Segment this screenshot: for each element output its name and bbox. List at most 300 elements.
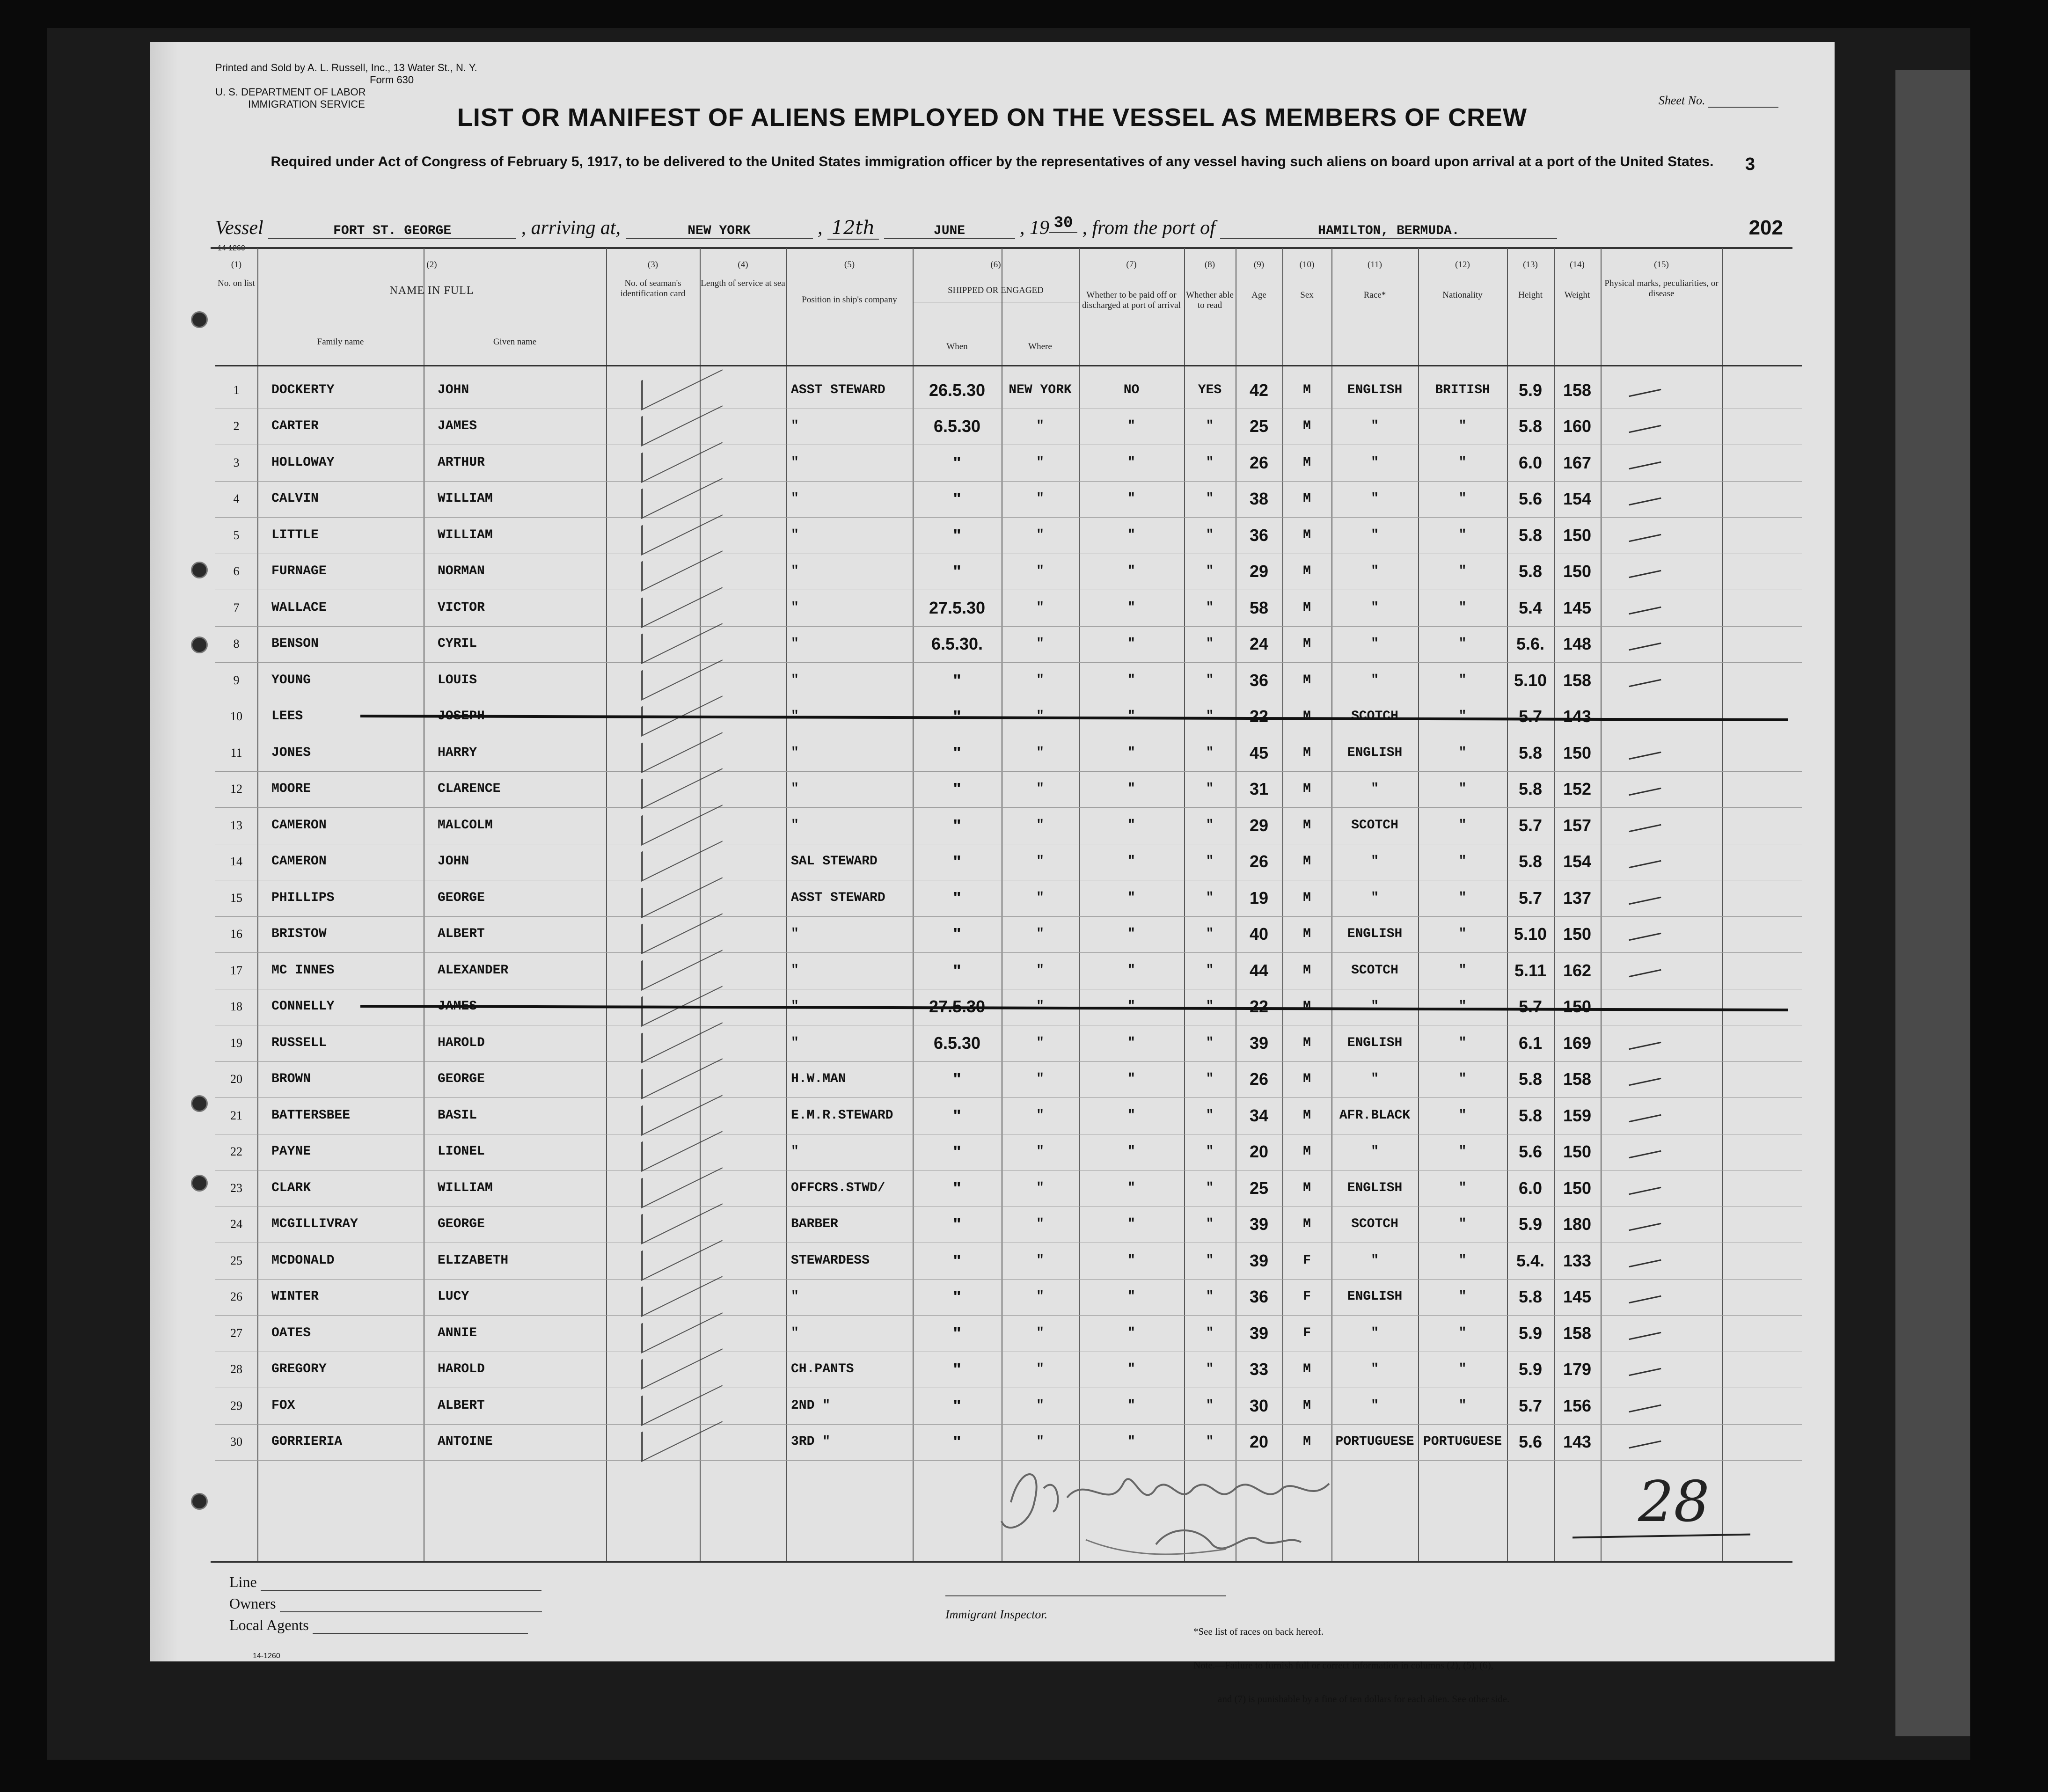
row-no: 24	[230, 1217, 242, 1231]
row-nationality: "	[1458, 1398, 1467, 1413]
marks-tick	[1629, 679, 1661, 687]
crew-row-19	[150, 1025, 1802, 1061]
marks-tick	[1629, 1332, 1661, 1340]
row-age: 40	[1249, 924, 1269, 944]
row-race: "	[1371, 1398, 1379, 1413]
marks-tick	[1629, 1404, 1661, 1412]
row-family: CAMERON	[271, 818, 327, 833]
row-where: "	[1036, 1289, 1044, 1304]
row-nationality: "	[1458, 1180, 1467, 1195]
crew-row-9	[150, 662, 1802, 699]
row-weight: 150	[1563, 997, 1592, 1017]
row-age: 19	[1249, 888, 1269, 907]
row-where: "	[1036, 1108, 1044, 1123]
row-given: LOUIS	[438, 673, 477, 688]
row-read: "	[1206, 1180, 1214, 1195]
marks-tick	[1629, 1187, 1661, 1195]
row-weight: 133	[1563, 1251, 1592, 1270]
row-paid-off: "	[1127, 999, 1135, 1014]
printer-line: Printed and Sold by A. L. Russell, Inc., 13 Water St., N. Y.	[215, 62, 477, 73]
row-read: "	[1206, 564, 1214, 579]
row-race: "	[1371, 419, 1379, 434]
page-number: 3	[1745, 154, 1755, 174]
row-age: 24	[1249, 634, 1269, 654]
row-position: "	[791, 419, 799, 434]
row-when: "	[953, 852, 961, 871]
crew-row-23	[150, 1170, 1802, 1207]
crew-row-29	[150, 1388, 1802, 1424]
marks-tick	[1629, 1259, 1661, 1267]
row-nationality: "	[1458, 1035, 1467, 1050]
crew-row-2	[150, 409, 1802, 445]
row-position: "	[791, 1144, 799, 1159]
row-race: AFR.BLACK	[1339, 1108, 1411, 1123]
arrival-year: 30	[1049, 214, 1077, 233]
row-nationality: "	[1458, 455, 1467, 470]
crew-row-1	[150, 372, 1802, 409]
row-family: PAYNE	[271, 1144, 311, 1159]
row-race: "	[1371, 1253, 1379, 1268]
row-age: 39	[1249, 1033, 1269, 1053]
row-paid-off: "	[1127, 1289, 1135, 1304]
row-weight: 160	[1563, 417, 1592, 436]
row-height: 5.6	[1518, 1432, 1543, 1452]
col-15-number: (15)	[1654, 260, 1669, 270]
row-no: 8	[233, 637, 240, 651]
marks-tick	[1629, 1078, 1661, 1086]
row-paid-off: "	[1127, 1434, 1135, 1449]
row-position: "	[791, 927, 799, 942]
row-paid-off: "	[1127, 1180, 1135, 1195]
row-family: WALLACE	[271, 600, 327, 615]
marks-tick	[1629, 933, 1661, 941]
row-family: HOLLOWAY	[271, 455, 335, 470]
row-race: "	[1371, 455, 1379, 470]
row-sex: M	[1303, 564, 1311, 579]
row-age: 29	[1249, 562, 1269, 581]
row-age: 38	[1249, 489, 1269, 509]
col-1-header: No. on list	[218, 278, 255, 288]
row-nationality: "	[1458, 1072, 1467, 1087]
row-when: "	[953, 1360, 961, 1379]
row-height: 5.7	[1518, 888, 1543, 907]
row-race: "	[1371, 890, 1379, 905]
vessel-name: FORT ST. GEORGE	[268, 224, 516, 239]
binder-hole	[191, 1493, 208, 1510]
row-position: ASST STEWARD	[791, 382, 885, 397]
row-height: 6.0	[1518, 453, 1543, 472]
sheet-code: 202	[1748, 216, 1783, 239]
row-position: 3RD "	[791, 1434, 831, 1449]
row-where: NEW YORK	[1009, 382, 1072, 397]
row-sex: M	[1303, 782, 1311, 797]
row-race: "	[1371, 782, 1379, 797]
row-age: 26	[1249, 1069, 1269, 1089]
row-sex: M	[1303, 999, 1311, 1014]
row-sex: M	[1303, 963, 1311, 978]
inspector-label: Immigrant Inspector.	[945, 1608, 1048, 1621]
row-height: 5.8	[1518, 743, 1543, 762]
col-10-number: (10)	[1299, 260, 1315, 270]
row-race: "	[1371, 564, 1379, 579]
row-given: ALEXANDER	[438, 963, 509, 978]
row-no: 21	[230, 1108, 242, 1122]
crew-row-27	[150, 1315, 1802, 1352]
row-age: 33	[1249, 1360, 1269, 1379]
row-family: BENSON	[271, 636, 319, 651]
row-where: "	[1036, 999, 1044, 1014]
row-given: GEORGE	[438, 1072, 485, 1087]
row-nationality: "	[1458, 782, 1467, 797]
row-family: CAMERON	[271, 854, 327, 869]
row-paid-off: "	[1127, 455, 1135, 470]
footer-agents-field	[229, 1616, 528, 1634]
row-paid-off: "	[1127, 636, 1135, 651]
line-blank	[261, 1578, 541, 1591]
row-height: 5.9	[1518, 1360, 1543, 1379]
row-given: JOHN	[438, 854, 469, 869]
row-no: 15	[230, 891, 242, 905]
row-where: "	[1036, 1325, 1044, 1340]
row-paid-off: "	[1127, 745, 1135, 760]
owners-label: Owners	[229, 1595, 276, 1612]
crew-row-15	[150, 880, 1802, 916]
row-when: 6.5.30	[933, 417, 981, 436]
penalty-note-2: and (7) is punishable by a fine of ten dollars for each alien. See other side.	[1218, 1693, 1510, 1704]
row-sex: F	[1303, 1325, 1311, 1340]
from-port-label: , from the port of	[1082, 217, 1215, 239]
row-nationality: "	[1458, 527, 1467, 542]
row-weight: 156	[1563, 1396, 1592, 1415]
marks-tick	[1629, 1223, 1661, 1231]
marks-tick	[1629, 570, 1661, 578]
marks-tick	[1629, 1150, 1661, 1158]
row-nationality: "	[1458, 890, 1467, 905]
row-age: 44	[1249, 960, 1269, 980]
row-family: OATES	[271, 1325, 311, 1340]
row-given: HAROLD	[438, 1035, 485, 1050]
row-read: YES	[1198, 382, 1222, 397]
row-family: MOORE	[271, 782, 311, 797]
row-race: ENGLISH	[1347, 382, 1403, 397]
row-read: "	[1206, 1289, 1214, 1304]
row-sex: M	[1303, 1398, 1311, 1413]
row-when: 27.5.30	[929, 598, 986, 617]
row-weight: 167	[1563, 453, 1592, 472]
row-where: "	[1036, 1362, 1044, 1377]
row-when: "	[953, 1287, 961, 1307]
row-height: 5.8	[1518, 1287, 1543, 1307]
row-nationality: "	[1458, 1325, 1467, 1340]
row-where: "	[1036, 673, 1044, 688]
row-position: "	[791, 1289, 799, 1304]
row-read: "	[1206, 527, 1214, 542]
row-given: ELIZABETH	[438, 1253, 509, 1268]
row-age: 29	[1249, 815, 1269, 835]
row-nationality: "	[1458, 1362, 1467, 1377]
row-paid-off: "	[1127, 1217, 1135, 1232]
line-label: Line	[229, 1573, 257, 1590]
row-nationality: "	[1458, 1253, 1467, 1268]
row-no: 16	[230, 927, 242, 941]
row-no: 17	[230, 963, 242, 977]
row-family: PHILLIPS	[271, 890, 335, 905]
row-no: 30	[230, 1435, 242, 1449]
row-height: 5.6.	[1516, 634, 1545, 654]
binder-hole	[191, 1095, 208, 1112]
row-no: 14	[230, 855, 242, 869]
row-height: 5.9	[1518, 1323, 1543, 1343]
row-sex: M	[1303, 382, 1311, 397]
col-2-header: NAME IN FULL	[389, 285, 474, 297]
row-sex: M	[1303, 818, 1311, 833]
row-paid-off: "	[1127, 890, 1135, 905]
marks-tick	[1629, 1114, 1661, 1122]
col-14-number: (14)	[1570, 260, 1585, 270]
col-6-where-header: Where	[1028, 342, 1052, 351]
row-given: ALBERT	[438, 927, 485, 942]
marks-tick	[1629, 1441, 1661, 1448]
row-paid-off: "	[1127, 854, 1135, 869]
row-family: MC INNES	[271, 963, 335, 978]
row-when: 6.5.30	[933, 1033, 981, 1053]
row-height: 5.6	[1518, 489, 1543, 509]
col-12-header: Nationality	[1442, 290, 1483, 300]
marks-tick	[1629, 534, 1661, 542]
row-read: "	[1206, 491, 1214, 506]
row-read: "	[1206, 1325, 1214, 1340]
col-5-header: Position in ship's company	[802, 295, 897, 305]
binder-hole	[191, 562, 208, 578]
row-position: BARBER	[791, 1217, 838, 1232]
crew-row-3	[150, 445, 1802, 481]
row-weight: 152	[1563, 779, 1592, 799]
row-given: NORMAN	[438, 564, 485, 579]
marks-tick	[1629, 1368, 1661, 1376]
row-position: "	[791, 818, 799, 833]
row-where: "	[1036, 1253, 1044, 1268]
row-position: "	[791, 564, 799, 579]
row-when: 26.5.30	[929, 380, 986, 400]
row-height: 5.9	[1518, 1214, 1543, 1234]
crew-row-26	[150, 1279, 1802, 1316]
row-where: "	[1036, 854, 1044, 869]
row-age: 36	[1249, 670, 1269, 690]
row-no: 23	[230, 1181, 242, 1195]
row-weight: 148	[1563, 634, 1592, 654]
row-weight: 150	[1563, 1178, 1592, 1198]
row-paid-off: NO	[1123, 382, 1140, 397]
row-age: 26	[1249, 852, 1269, 871]
marks-tick	[1629, 425, 1661, 433]
row-height: 5.4	[1518, 598, 1543, 617]
row-race: PORTUGUESE	[1335, 1434, 1414, 1449]
footer-owners-field	[229, 1595, 542, 1612]
col-10-header: Sex	[1300, 290, 1314, 300]
year-prefix: , 19	[1020, 217, 1049, 239]
row-family: LEES	[271, 709, 303, 724]
row-sex: M	[1303, 890, 1311, 905]
row-paid-off: "	[1127, 1144, 1135, 1159]
row-given: ANNIE	[438, 1325, 477, 1340]
row-height: 5.8	[1518, 562, 1543, 581]
row-weight: 169	[1563, 1033, 1592, 1053]
binder-hole	[191, 636, 208, 653]
row-where: "	[1036, 1072, 1044, 1087]
footer-form-code: 14-1260	[253, 1652, 280, 1660]
row-no: 5	[233, 528, 240, 542]
row-no: 25	[230, 1253, 242, 1267]
col-2-family-header: Family name	[317, 337, 364, 347]
row-no: 18	[230, 1000, 242, 1014]
row-read: "	[1206, 1253, 1214, 1268]
service-name: IMMIGRATION SERVICE	[248, 98, 365, 110]
row-race: ENGLISH	[1347, 745, 1403, 760]
row-weight: 159	[1563, 1105, 1592, 1125]
row-position: "	[791, 600, 799, 615]
row-weight: 145	[1563, 598, 1592, 617]
row-race: "	[1371, 491, 1379, 506]
row-sex: M	[1303, 1434, 1311, 1449]
row-height: 5.9	[1518, 380, 1543, 400]
marks-tick	[1629, 752, 1661, 760]
row-when: "	[953, 1142, 961, 1162]
row-position: H.W.MAN	[791, 1072, 846, 1087]
row-given: WILLIAM	[438, 1180, 493, 1195]
row-weight: 179	[1563, 1360, 1592, 1379]
row-read: "	[1206, 1398, 1214, 1413]
arriving-label: , arriving at,	[521, 217, 621, 239]
row-nationality: "	[1458, 963, 1467, 978]
col-15-header: Physical marks, peculiarities, or disease	[1604, 278, 1719, 299]
row-paid-off: "	[1127, 673, 1135, 688]
row-position: "	[791, 527, 799, 542]
row-nationality: "	[1458, 927, 1467, 942]
row-family: RUSSELL	[271, 1035, 327, 1050]
row-read: "	[1206, 1217, 1214, 1232]
col-6-number: (6)	[990, 260, 1001, 270]
row-age: 58	[1249, 598, 1269, 617]
row-age: 20	[1249, 1432, 1269, 1452]
row-height: 5.7	[1518, 815, 1543, 835]
row-sex: M	[1303, 636, 1311, 651]
row-when: "	[953, 960, 961, 980]
row-sex: M	[1303, 1144, 1311, 1159]
races-note: *See list of races on back hereof.	[1193, 1626, 1324, 1637]
row-age: 45	[1249, 743, 1269, 762]
row-weight: 158	[1563, 1069, 1592, 1089]
row-weight: 162	[1563, 960, 1592, 980]
row-weight: 150	[1563, 1142, 1592, 1162]
col-4-number: (4)	[738, 260, 748, 270]
manifest-sheet	[150, 42, 1835, 1704]
row-weight: 158	[1563, 670, 1592, 690]
row-height: 5.8	[1518, 1069, 1543, 1089]
row-age: 39	[1249, 1323, 1269, 1343]
row-when: "	[953, 670, 961, 690]
row-family: JONES	[271, 745, 311, 760]
row-family: MCDONALD	[271, 1253, 335, 1268]
row-position: "	[791, 745, 799, 760]
marks-tick	[1629, 389, 1661, 397]
row-read: "	[1206, 419, 1214, 434]
row-no: 27	[230, 1326, 242, 1340]
row-read: "	[1206, 818, 1214, 833]
row-family: CLARK	[271, 1180, 311, 1195]
row-age: 34	[1249, 1105, 1269, 1125]
row-height: 5.8	[1518, 779, 1543, 799]
row-family: BATTERSBEE	[271, 1108, 351, 1123]
col-9-header: Age	[1251, 290, 1266, 300]
row-when: "	[953, 924, 961, 944]
row-where: "	[1036, 927, 1044, 942]
row-age: 26	[1249, 453, 1269, 472]
crew-row-8	[150, 626, 1802, 663]
inspector-signature	[992, 1446, 1367, 1568]
row-race: SCOTCH	[1351, 818, 1398, 833]
penalty-note-1: Note.—Failure to furnish full or correct information in columns (2), (5), (6),	[1193, 1660, 1493, 1671]
marks-tick	[1629, 607, 1661, 614]
row-nationality: "	[1458, 564, 1467, 579]
row-race: ENGLISH	[1347, 927, 1403, 942]
row-given: WILLIAM	[438, 491, 493, 506]
row-read: "	[1206, 636, 1214, 651]
row-paid-off: "	[1127, 1108, 1135, 1123]
row-family: GORRIERIA	[271, 1434, 343, 1449]
row-age: 30	[1249, 1396, 1269, 1415]
row-height: 5.8	[1518, 852, 1543, 871]
row-read: "	[1206, 999, 1214, 1014]
row-nationality: "	[1458, 818, 1467, 833]
crew-row-5	[150, 517, 1802, 554]
row-nationality: "	[1458, 1108, 1467, 1123]
row-given: LIONEL	[438, 1144, 485, 1159]
header-bottom-rule	[215, 365, 1802, 366]
marks-tick	[1629, 897, 1661, 905]
row-paid-off: "	[1127, 527, 1135, 542]
row-no: 9	[233, 673, 240, 687]
row-paid-off: "	[1127, 782, 1135, 797]
col-13-number: (13)	[1523, 260, 1538, 270]
row-where: "	[1036, 818, 1044, 833]
sheet-number-label: Sheet No.	[1658, 94, 1705, 107]
row-where: "	[1036, 709, 1044, 724]
row-height: 5.10	[1514, 924, 1547, 944]
arrival-month: JUNE	[884, 224, 1015, 239]
row-sex: M	[1303, 1108, 1311, 1123]
row-where: "	[1036, 782, 1044, 797]
row-position: STEWARDESS	[791, 1253, 870, 1268]
row-no: 13	[230, 818, 242, 832]
col-2-given-header: Given name	[493, 337, 537, 347]
row-weight: 150	[1563, 562, 1592, 581]
row-weight: 154	[1563, 852, 1592, 871]
row-given: LUCY	[438, 1289, 469, 1304]
from-port: HAMILTON, BERMUDA.	[1220, 224, 1557, 239]
col-7-number: (7)	[1126, 260, 1137, 270]
marks-tick	[1629, 497, 1661, 505]
row-paid-off: "	[1127, 491, 1135, 506]
row-nationality: "	[1458, 673, 1467, 688]
crew-row-25	[150, 1243, 1802, 1279]
row-given: HAROLD	[438, 1362, 485, 1377]
row-position: SAL STEWARD	[791, 854, 878, 869]
row-weight: 143	[1563, 707, 1592, 726]
row-where: "	[1036, 890, 1044, 905]
arriving-port: NEW YORK	[626, 224, 813, 239]
row-no: 10	[230, 709, 242, 724]
row-when: "	[953, 779, 961, 799]
